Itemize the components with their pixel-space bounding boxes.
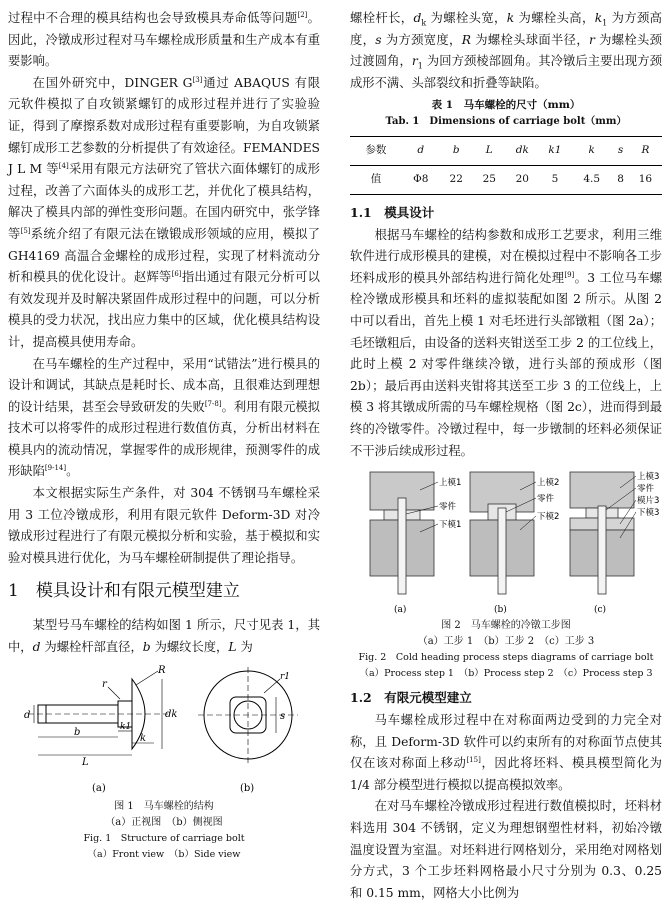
label-upper-die-2: 上模2 bbox=[537, 478, 560, 489]
citation: [4] bbox=[58, 162, 69, 171]
label-k1: k1 bbox=[120, 721, 132, 732]
left-column bbox=[8, 8, 320, 863]
paragraph: 根据马车螺栓的结构参数和成形工艺要求，利用三维软件进行成形模具的建模，对在模拟过程中不影响各工步坯料成形的模具外部结构进行简化处理[9]。3 工位马车螺栓冷镦成形模具和坯料的虚拟装配如图 2 所示。从图 2 中可以看出，首先上模 1 对毛坯进行头部镦粗（图 2a）；毛坯镦粗后，由设备的送料夹钳送至工步 2 的工位线上，此时上模 2 对零件继续冷镦，进行头部的预成形（图 2b）；最后再由送料夹钳将其送至工步 3 的工位线上，上模 3 将其镦成所需的马车螺栓规格（图 2c），进而得到最终的冷镦零件。冷镦过程中，每一步镦制的坯料必须保证不干涉后续成形过程。 bbox=[350, 227, 662, 458]
label-s: s bbox=[280, 710, 286, 722]
figure-1-caption: 图 1 马车螺栓的结构 bbox=[114, 800, 214, 812]
subsection-heading: 1.2 有限元模型建立 bbox=[350, 690, 472, 706]
figure-2-process-steps bbox=[350, 468, 662, 618]
label-k: k bbox=[140, 732, 147, 744]
label-part-c: 零件 bbox=[637, 484, 655, 495]
figure-2-subcaption-en: （a）Process step 1 （b）Process step 2 （c）Process step 3 bbox=[359, 668, 653, 680]
label-part-a: 零件 bbox=[439, 502, 457, 513]
citation: [3] bbox=[192, 75, 203, 84]
figure-1-bolt-structure bbox=[8, 665, 320, 799]
label-lower-die-2: 下模2 bbox=[537, 512, 560, 523]
paragraph: 马车螺栓成形过程中在对称面两边受到的力完全对称，且 Deform-3D 软件可以约束所有的对称面节点使其仅在该对称面上移动[15]，因此将坯料、模具模型简化为 1/4 部分模型进行模拟以提高模拟效率。 bbox=[350, 713, 662, 792]
citation: [5] bbox=[20, 226, 31, 235]
label-R: R bbox=[158, 664, 166, 676]
paragraph: 在国外研究中，DINGER G[3]通过 ABAQUS 有限元软件模拟了自攻锁紧螺钉的成形过程并进行了实验验证，得到了摩擦系数对成形过程有重要影响，为自攻锁紧螺钉成形工艺参数的分析提供了有效途径。FEMANDES J L M 等[4]采用有限元方法研究了管状六面体螺钉的成形过程，改善了六面体头的成形工艺，并优化了模具结构，解决了模具内部的弹性变形问题。在国内研究中，张学锋等[5]系统介绍了有限元法在镦锻成形领域的应用，模拟了 GH4169 高温合金螺栓的成形过程，实现了材料流动分析和模具的优化设计。赵辉等[6]指出通过有限元分析可以有效发现并及时解决紧固件成形过程中的问题，可以分析模具的受力状况，找出应力集中的区域，优化模具结构设计，提高模具使用寿命。 bbox=[8, 75, 320, 349]
figure-2-caption: 图 2 马车螺栓的冷镦工步图 bbox=[441, 620, 571, 632]
workpiece-3 bbox=[598, 506, 606, 594]
label-d: d bbox=[24, 709, 31, 721]
label-lower-die-1: 下模1 bbox=[439, 520, 462, 531]
label-dk: dk bbox=[165, 708, 178, 720]
citation: [9-14] bbox=[44, 464, 67, 473]
label-b: b bbox=[74, 726, 81, 738]
paragraph: 某型号马车螺栓的结构如图 1 所示，尺寸见表 1，其中，d 为螺栓杆部直径，b 为螺纹长度，L 为 bbox=[8, 618, 320, 655]
citation: [2] bbox=[297, 10, 308, 19]
label-die-plate-3: 模片3 bbox=[637, 496, 660, 507]
paragraph: 本文根据实际生产条件，对 304 不锈钢马车螺栓采用 3 工位冷镦成形，利用有限元软件 Deform-3D 对冷镦成形过程进行了有限元模拟分析和实验，基于模拟和实验对模具进行优化，为马车螺栓研制提供了理论指导。 bbox=[8, 486, 320, 565]
figure-1-subcaption: （a）正视图 （b）侧视图 bbox=[105, 816, 223, 828]
table-row: 值 Φ8 22 25 20 5 4.5 8 16 bbox=[350, 165, 662, 194]
table-1-caption: 表 1 马车螺栓的尺寸（mm） bbox=[431, 99, 581, 112]
citation: [15] bbox=[466, 756, 481, 765]
fig2-a-label: (a) bbox=[394, 605, 407, 616]
label-part-b: 零件 bbox=[537, 494, 555, 505]
citation: [6] bbox=[171, 270, 182, 279]
figure-1-caption-en: Fig. 1 Structure of carriage bolt bbox=[83, 832, 245, 844]
right-column bbox=[350, 8, 662, 904]
table-1-dimensions bbox=[350, 136, 662, 194]
label-lower-die-3: 下模3 bbox=[637, 508, 660, 519]
upper-die-3 bbox=[570, 472, 634, 508]
paragraph: 在对马车螺栓冷镦成形过程进行数值模拟时，坯料材料选用 304 不锈钢，定义为理想钢塑性材料，初始冷镦温度设置为室温。对坯料进行网格划分，采用绝对网格划分方式，3 个工步坯料网格最小尺寸分别为 0.3、0.25 和 0.15 mm，网格大小比例为 bbox=[350, 799, 662, 900]
section-heading: 1 模具设计和有限元模型建立 bbox=[8, 581, 240, 602]
paragraph: 在马车螺栓的生产过程中，采用“试错法”进行模具的设计和调试，其缺点是耗时长、成本高，且很难达到理想的设计结果，甚至会导致研发的失败[7-8]。利用有限元模拟技术可以将零件的成形过程进行数值仿真，分析出材料在模具内的流动情况，掌握零件的成形规律，预测零件的成形缺陷[9-14]。 bbox=[8, 356, 320, 479]
fig1-b-label: (b) bbox=[240, 782, 255, 794]
fig2-c-label: (c) bbox=[594, 605, 607, 616]
figure-2-caption-en: Fig. 2 Cold heading process steps diagrams of carriage bolt bbox=[358, 652, 654, 664]
fig2-b-label: (b) bbox=[494, 605, 507, 616]
citation: [7-8] bbox=[204, 399, 222, 408]
figure-2-subcaption: （a）工步 1 （b）工步 2 （c）工步 3 bbox=[417, 636, 595, 648]
label-r: r bbox=[102, 678, 107, 690]
table-header-row: 参数 d b L dk k1 k s R bbox=[350, 137, 662, 166]
label-upper-die-1: 上模1 bbox=[439, 478, 462, 489]
fig1-a-label: (a) bbox=[92, 782, 106, 794]
paragraph: 螺栓杆长，$d_k$ 为螺栓头宽，k 为螺栓头高，$k_1$ 为方颈高度，s 为方颈宽度，R 为螺栓头球面半径，r 为螺栓头颈过渡圆角，$r_1$ 为回方颈棱部圆角。其冷镦后主要出现方颈成形不满、头部裂纹和折叠等缺陷。 bbox=[350, 11, 662, 90]
workpiece-2 bbox=[498, 508, 506, 594]
workpiece-1 bbox=[398, 498, 406, 594]
subsection-heading: 1.1 模具设计 bbox=[350, 204, 435, 220]
label-r1: r1 bbox=[280, 671, 291, 682]
figure-1-subcaption-en: （a）Front view （b）Side view bbox=[87, 848, 241, 860]
citation: [9] bbox=[564, 270, 575, 279]
label-L: L bbox=[82, 756, 89, 768]
paragraph: 过程中不合理的模具结构也会导致模具寿命低等问题[2]。因此，冷镦成形过程对马车螺栓成形质量和生产成本有重要影响。 bbox=[8, 10, 320, 69]
table-1-caption-en: Tab. 1 Dimensions of carriage bolt（mm） bbox=[385, 116, 627, 128]
label-upper-die-3: 上模3 bbox=[637, 472, 660, 483]
